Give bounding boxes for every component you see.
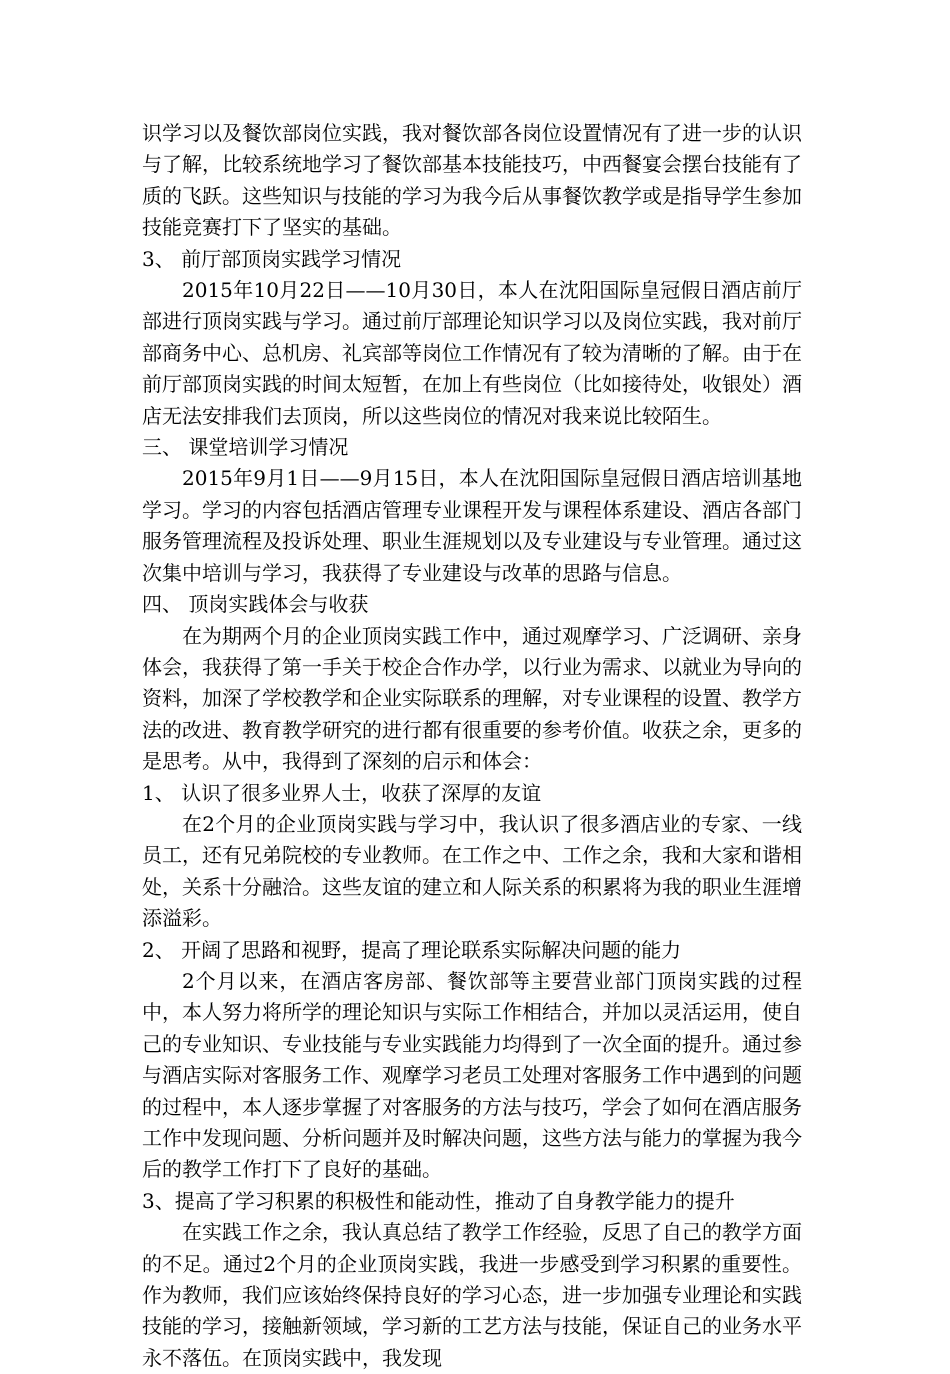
paragraph-front-office: 2015年10月22日——10月30日，本人在沈阳国际皇冠假日酒店前厅部进行顶岗实践与学习。通过前厅部理论知识学习以及岗位实践，我对前厅部商务中心、总机房、礼宾部等岗位工作情况有了较为清晰的了解。由于在前厅部顶岗实践的时间太短暂，在加上有些岗位（比如接待处，收银处）酒店无法安排我们去顶岗，所以这些岗位的情况对我来说比较陌生。 bbox=[142, 278, 802, 428]
subheading-broadened-vision: 2、 开阔了思路和视野，提高了理论联系实际解决问题的能力 bbox=[142, 937, 682, 962]
paragraph-learning-initiative: 在实践工作之余，我认真总结了教学工作经验，反思了自己的教学方面的不足。通过2个月的企业顶岗实践，我进一步感受到学习积累的重要性。作为教师，我们应该始终保持良好的学习心态，进一步加强专业理论和实践技能的学习，接触新领域，学习新的工艺方法与技能，保证自己的业务水平永不落伍。在顶岗实践中，我发现 bbox=[142, 1220, 802, 1370]
paragraph-continuation: 识学习以及餐饮部岗位实践，我对餐饮部各岗位设置情况有了进一步的认识与了解，比较系统地学习了餐饮部基本技能技巧，中西餐宴会摆台技能有了质的飞跃。这些知识与技能的学习为我今后从事餐饮教学或是指导学生参加技能竞赛打下了坚实的基础。 bbox=[142, 121, 802, 240]
paragraph-experience-gains: 在为期两个月的企业顶岗实践工作中，通过观摩学习、广泛调研、亲身体会，我获得了第一手关于校企合作办学，以行业为需求、以就业为导向的资料，加深了学校教学和企业实际联系的理解，对专业课程的设置、教学方法的改进、教育教学研究的进行都有很重要的参考价值。收获之余，更多的是思考。从中，我得到了深刻的启示和体会： bbox=[142, 623, 802, 774]
paragraph-friendship: 在2个月的企业顶岗实践与学习中，我认识了很多酒店业的专家、一线员工，还有兄弟院校的专业教师。在工作之中、工作之余，我和大家和谐相处，关系十分融洽。这些友谊的建立和人际关系的积累将为我的职业生涯增添溢彩。 bbox=[142, 811, 802, 931]
section-heading-classroom-training: 三、 课堂培训学习情况 bbox=[142, 435, 349, 460]
paragraph-classroom-training: 2015年9月1日——9月15日，本人在沈阳国际皇冠假日酒店培训基地学习。学习的内容包括酒店管理专业课程开发与课程体系建设、酒店各部门服务管理流程及投诉处理、职业生涯规划以及专业建设与专业管理。通过这次集中培训与学习，我获得了专业建设与改革的思路与信息。 bbox=[142, 466, 802, 585]
subheading-friendship: 1、 认识了很多业界人士，收获了深厚的友谊 bbox=[142, 780, 542, 805]
paragraph-broadened-vision: 2个月以来，在酒店客房部、餐饮部等主要营业部门顶岗实践的过程中，本人努力将所学的理论知识与实际工作相结合，并加以灵活运用，使自己的专业知识、专业技能与专业实践能力均得到了一次全面的提升。通过参与酒店实际对客服务工作、观摩学习老员工处理对客服务工作中遇到的问题的过程中，本人逐步掌握了对客服务的方法与技巧，学会了如何在酒店服务工作中发现问题、分析问题并及时解决问题，这些方法与能力的掌握为我今后的教学工作打下了良好的基础。 bbox=[142, 968, 802, 1182]
subheading-learning-initiative: 3、提高了学习积累的积极性和能动性，推动了自身教学能力的提升 bbox=[142, 1188, 735, 1213]
section-heading-experience-gains: 四、 顶岗实践体会与收获 bbox=[142, 592, 369, 617]
section-heading-front-office: 3、 前厅部顶岗实践学习情况 bbox=[142, 246, 402, 271]
document-body bbox=[142, 118, 802, 1374]
